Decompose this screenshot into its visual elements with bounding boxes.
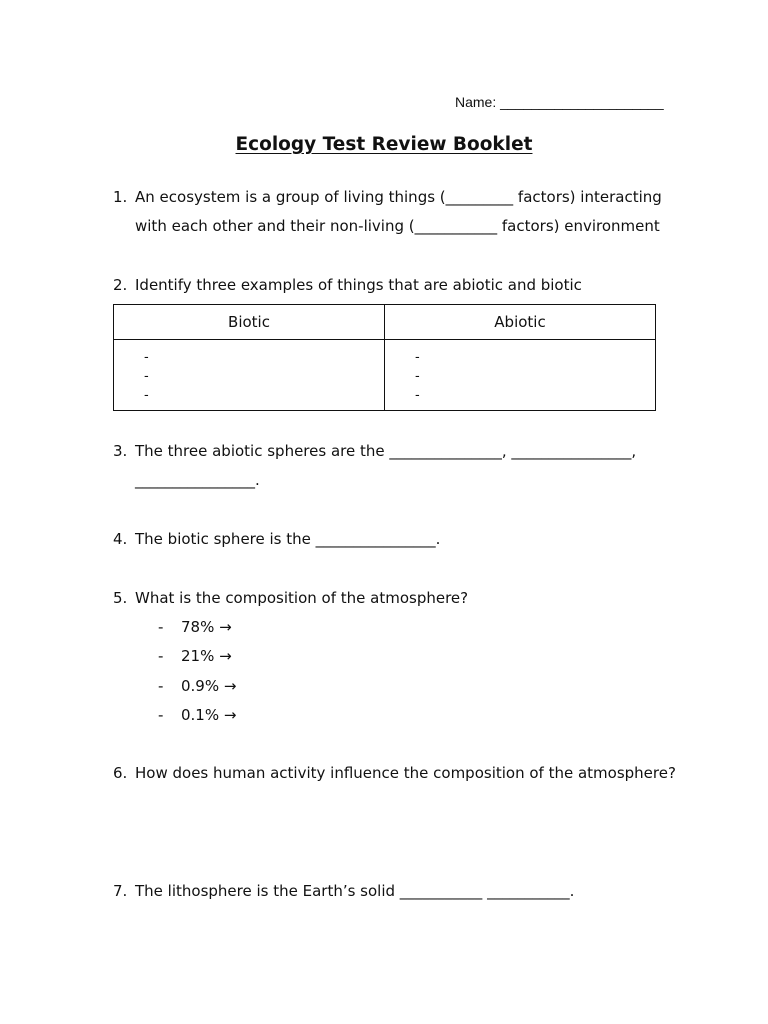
list-item: - — [415, 350, 420, 365]
biotic-abiotic-table — [113, 304, 656, 411]
list-item: - — [144, 350, 149, 365]
bullet-dash: - — [158, 705, 164, 724]
list-item — [158, 672, 236, 701]
list-item: - — [144, 388, 149, 403]
question-text: Identify three examples of things that are abiotic and biotic — [135, 276, 582, 294]
composition-list — [158, 613, 236, 730]
question-number: 4. — [113, 530, 128, 548]
biotic-cell[interactable] — [114, 340, 385, 411]
bullet-dash: - — [158, 676, 164, 695]
question-text: The biotic sphere is the ________________. — [135, 530, 441, 548]
question-text: An ecosystem is a group of living things (_________ factors) interacting — [135, 188, 662, 206]
question-text: The three abiotic spheres are the _______________, ________________, — [135, 442, 637, 460]
question-number: 7. — [113, 882, 128, 900]
composition-value: 0.9% → — [181, 676, 237, 695]
list-item — [158, 613, 236, 642]
question-text: How does human activity influence the composition of the atmosphere? — [135, 764, 676, 782]
list-item — [158, 701, 236, 730]
abiotic-cell[interactable] — [385, 340, 656, 411]
list-item: - — [415, 388, 420, 403]
question-text: What is the composition of the atmosphere? — [135, 589, 469, 607]
column-header-abiotic: Abiotic — [385, 305, 656, 340]
question-text-line2: ________________. — [135, 471, 260, 489]
composition-value: 21% → — [181, 647, 232, 666]
bullet-dash: - — [158, 647, 164, 666]
list-item: - — [144, 369, 149, 384]
question-number: 1. — [113, 188, 128, 206]
question-number: 6. — [113, 764, 128, 782]
question-number: 2. — [113, 276, 128, 294]
column-header-biotic: Biotic — [114, 305, 385, 340]
composition-value: 78% → — [181, 618, 232, 636]
list-item — [158, 642, 236, 671]
question-number: 5. — [113, 589, 128, 607]
page-title: Ecology Test Review Booklet — [235, 134, 533, 155]
composition-value: 0.1% → — [181, 705, 237, 724]
question-text-line2: with each other and their non-living (___________ factors) environment — [135, 217, 660, 235]
list-item: - — [415, 369, 420, 384]
bullet-dash: - — [158, 618, 164, 636]
name-field-label: Name: _____________________ — [455, 94, 664, 110]
question-text: The lithosphere is the Earth’s solid ___________ ___________. — [135, 882, 575, 900]
question-number: 3. — [113, 442, 128, 460]
